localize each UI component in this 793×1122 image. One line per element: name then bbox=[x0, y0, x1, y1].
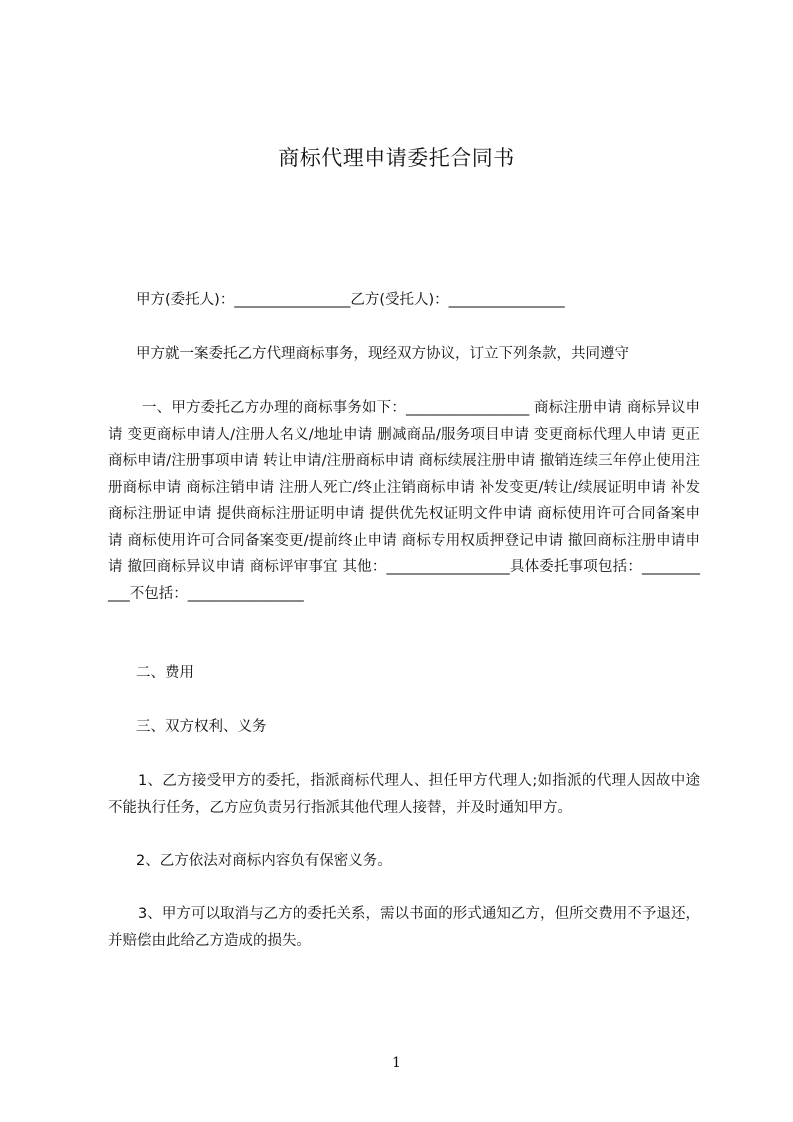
clause-3-paragraph: 3、甲方可以取消与乙方的委托关系，需以书面的形式通知乙方，但所交费用不予退还，并赔偿由此给乙方造成的损失。 bbox=[108, 906, 700, 949]
section-1-paragraph: 一、甲方委托乙方办理的商标事务如下：_________________ 商标注册申请 商标异议申请 变更商标申请人/注册人名义/地址申请 删减商品/服务项目申请 变更商标代理人申请 更正商标申请/注册事项申请 转让申请/注册商标申请 商标续展注册申请 撤销连续三年停止使用注册商标申请 商标注销申请 注册人死亡/终止注销商标申请 补发变更/转让/续展证明申请 补发商标注册证申请 提供商标注册证明申请 提供优先权证明文件申请 商标使用许可合同备案申请 商标使用许可合同备案变更/提前终止申请 商标专用权质押登记申请 撤回商标注册申请申请 撤回商标异议申请 商标评审事宜 其他：_________________具体委托事项包括：___________不包括：________________ bbox=[108, 400, 700, 602]
clause-2-paragraph: 2、乙方依法对商标内容负有保密义务。 bbox=[136, 853, 392, 869]
clause-1-paragraph: 1、乙方接受甲方的委托，指派商标代理人、担任甲方代理人;如指派的代理人因故中途不能执行任务，乙方应负责另行指派其他代理人接替，并及时通知甲方。 bbox=[108, 773, 700, 816]
page-number: 1 bbox=[392, 1055, 401, 1071]
section-3-heading: 三、双方权利、义务 bbox=[136, 719, 267, 735]
section-2-heading: 二、费用 bbox=[136, 665, 194, 681]
parties-line: 甲方(委托人)：________________乙方(受托人)：________________ bbox=[136, 292, 565, 308]
document-title: 商标代理申请委托合同书 bbox=[278, 146, 515, 170]
intro-paragraph: 甲方就一案委托乙方代理商标事务，现经双方协议，订立下列条款，共同遵守 bbox=[136, 346, 629, 362]
